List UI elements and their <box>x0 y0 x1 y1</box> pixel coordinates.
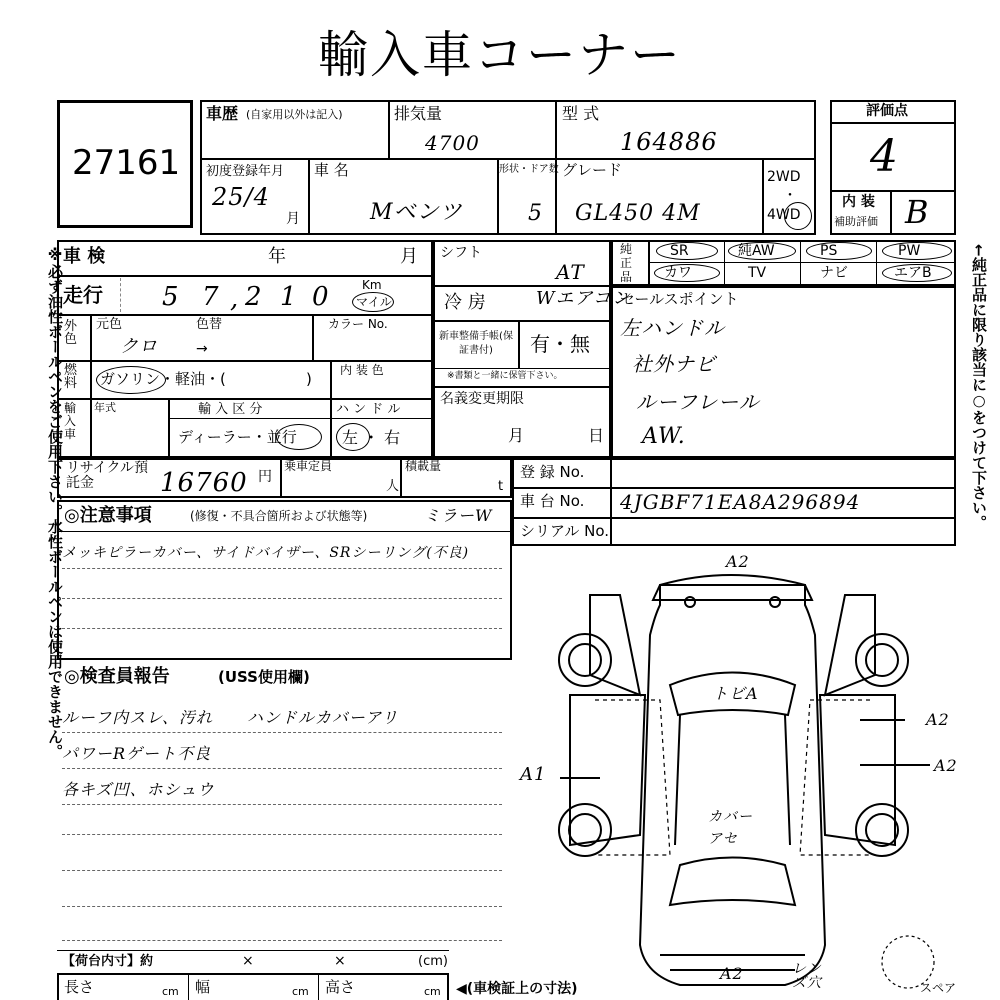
grade-label: グレード <box>562 161 623 179</box>
cargo-height-label: 高さ <box>325 978 356 996</box>
handle-value: 左 ・ 右 <box>342 428 401 447</box>
warranty-value: 有・無 <box>530 332 590 356</box>
cargo-note: ◀(車検証上の寸法) <box>456 981 578 997</box>
fuel-close: ) <box>306 370 312 388</box>
diagram-label: A2 <box>926 710 950 729</box>
handle-left-circle <box>336 423 370 451</box>
serial-label: シリアル No. <box>520 522 610 540</box>
drive-dot: ・ <box>783 188 797 204</box>
exterior-value: クロ <box>120 336 158 357</box>
cargo-length-label: 長さ <box>64 978 95 996</box>
diagram-label: A2 <box>720 964 744 983</box>
import-label: 輸入車 <box>64 401 77 442</box>
name-change-month: 月 <box>508 426 525 445</box>
genuine-label: 純正品 <box>620 242 633 284</box>
cargo-length-cm: cm <box>162 985 179 998</box>
cargo-unit: (cm) <box>418 954 448 969</box>
inspector-line: ルーフ内スレ、汚れ ハンドルカバーアリ <box>62 708 399 727</box>
mileage-unit-circle <box>352 292 394 312</box>
inspector-line: パワーRゲート不良 <box>62 744 212 763</box>
exterior-arrow: → <box>196 341 208 357</box>
history-note: (自家用以外は記入) <box>246 108 343 121</box>
lot-number: 27161 <box>72 143 181 183</box>
grade-value: GL450 4M <box>575 201 701 226</box>
drive-2wd: 2WD <box>767 169 801 185</box>
fuel-value: ガソリン・軽油・( <box>100 370 226 388</box>
warranty-label: 新車整備手帳(保証書付) <box>439 331 513 356</box>
inspector-note: (USS使用欄) <box>218 668 310 686</box>
registration-label: 登 録 No. <box>520 463 585 481</box>
chassis-label: 車 台 No. <box>520 492 585 510</box>
cargo-x1: × <box>242 953 254 969</box>
inspection-month: 月 <box>400 246 418 267</box>
interior-value: B <box>905 193 930 231</box>
load-unit: t <box>498 479 504 494</box>
mileage-unit-mile: マイル <box>356 295 392 309</box>
exterior-color-no: カラー No. <box>328 317 388 331</box>
cargo-width-cm: cm <box>292 985 309 998</box>
exterior-change: 色替 <box>196 317 223 332</box>
mileage-digit: 5 <box>162 282 180 312</box>
car-name-value: Mベンツ <box>370 200 463 225</box>
diagram-label: レンズ穴 <box>792 961 822 991</box>
mileage-label: 走行 <box>63 283 103 307</box>
genuine-item: PS <box>820 243 838 259</box>
recycle-label: リサイクル預託金 <box>66 460 149 492</box>
inspector-line: 各キズ凹、ホシュウ <box>62 780 215 799</box>
selling-point: 社外ナビ <box>632 352 716 376</box>
car-name-label: 車 名 <box>314 161 349 179</box>
capacity-unit: 人 <box>386 479 400 494</box>
ac-value: Wエアコン <box>536 288 631 309</box>
mileage-digits <box>120 278 350 312</box>
grade-label-top: 評価点 <box>866 103 908 119</box>
genuine-item: PW <box>898 243 921 259</box>
cautions-label: ◎注意事項 <box>64 505 152 526</box>
displacement-value: 4700 <box>425 131 480 155</box>
load-label: 積載量 <box>405 459 442 473</box>
capacity-label: 乗車定員 <box>284 459 333 473</box>
vehicle-dimensions-row <box>57 973 449 1000</box>
mileage-digit: 0 <box>312 282 330 312</box>
grade-value-top: 4 <box>870 131 899 182</box>
name-change-day: 日 <box>588 426 605 445</box>
selling-point: AW. <box>642 424 686 449</box>
warranty-note: ※書類と一緒に保管下さい。 <box>447 371 563 381</box>
genuine-item: エアB <box>894 265 932 281</box>
mileage-digit: 2 <box>245 282 263 312</box>
genuine-item: TV <box>748 265 767 281</box>
exterior-label: 外色 <box>64 319 78 347</box>
handle-label: ハ ン ド ル <box>336 402 401 417</box>
inspection-label: 車 検 <box>63 246 106 267</box>
mileage-unit-km: Km <box>362 278 382 292</box>
inspection-year: 年 <box>268 246 286 267</box>
cargo-label: 【荷台内寸】約 <box>62 954 154 969</box>
chassis-value: 4JGBF71EA8A296894 <box>620 490 861 514</box>
genuine-item: ナビ <box>820 265 848 281</box>
side-note-left: ※必ず油性ボールペンをご使用下さい。水性ボールペンは使用できません。 <box>46 246 64 759</box>
fuel-gasoline-circle <box>96 366 166 394</box>
import-parallel-circle <box>276 424 322 450</box>
interior-label: 内 装 <box>842 194 875 210</box>
car-damage-diagram <box>520 552 980 1000</box>
cautions-note: (修復・不具合箇所および状態等) <box>190 509 368 523</box>
cargo-height-cm: cm <box>424 985 441 998</box>
name-change-label: 名義変更期限 <box>440 391 524 407</box>
diagram-label: カバーアセ <box>708 809 753 848</box>
diagram-label: A1 <box>520 764 547 785</box>
recycle-unit: 円 <box>258 469 272 485</box>
mileage-digit: 7 <box>202 282 220 312</box>
first-reg-month: 月 <box>286 211 300 227</box>
cargo-width-label: 幅 <box>195 978 211 996</box>
drive-4wd: 4WD <box>767 207 801 223</box>
inspection-grid <box>57 240 433 458</box>
genuine-item: 純AW <box>738 243 775 259</box>
side-note-right: ←純正品に限り該当に○をつけて下さい。 <box>970 244 988 530</box>
first-reg-value: 25/4 <box>212 183 270 211</box>
shift-label: シフト <box>440 245 482 261</box>
import-category-value: ディーラー・並行 <box>178 428 297 446</box>
selling-point: ルーフレール <box>636 390 760 414</box>
selling-points-label: セールスポイント <box>620 290 739 308</box>
import-category-label: 輸 入 区 分 <box>198 402 263 417</box>
displacement-label: 排気量 <box>394 104 443 123</box>
page-title: 輸入車コーナー <box>318 26 682 84</box>
first-reg-label: 初度登録年月 <box>206 164 285 179</box>
model-code-value: 164886 <box>620 128 718 156</box>
doors-label: 形状・ドア数 <box>499 164 559 175</box>
genuine-item: カワ <box>664 265 692 281</box>
interior-color-label: 内 装 色 <box>340 363 384 377</box>
genuine-item: SR <box>670 243 689 259</box>
diagram-label: A2 <box>934 756 958 775</box>
mileage-comma: , <box>230 284 240 314</box>
recycle-value: 16760 <box>160 468 248 498</box>
cautions-extra: ミラーW <box>424 506 493 525</box>
inspector-label: ◎検査員報告 <box>64 666 170 687</box>
model-code-label: 型 式 <box>562 104 600 123</box>
drive-4wd-circle <box>784 202 812 230</box>
doors-value: 5 <box>528 201 543 226</box>
history-label: 車歴 <box>206 104 239 123</box>
cargo-x2: × <box>334 953 346 969</box>
selling-point: 左ハンドル <box>620 316 725 340</box>
diagram-label: A2 <box>726 552 750 571</box>
mileage-digit: 1 <box>280 282 298 312</box>
exterior-original: 元色 <box>96 317 123 332</box>
interior-sub: 補助評価 <box>834 215 878 228</box>
ac-label: 冷 房 <box>444 292 486 313</box>
caution-line: メッキピラーカバー、サイドバイザー、SRシーリング(不良) <box>62 545 470 561</box>
fuel-label: 燃料 <box>64 363 78 391</box>
import-year-label: 年式 <box>94 401 116 414</box>
shift-value: AT <box>556 260 585 284</box>
diagram-label: トビA <box>712 684 759 703</box>
diagram-label: スペア <box>920 981 957 995</box>
